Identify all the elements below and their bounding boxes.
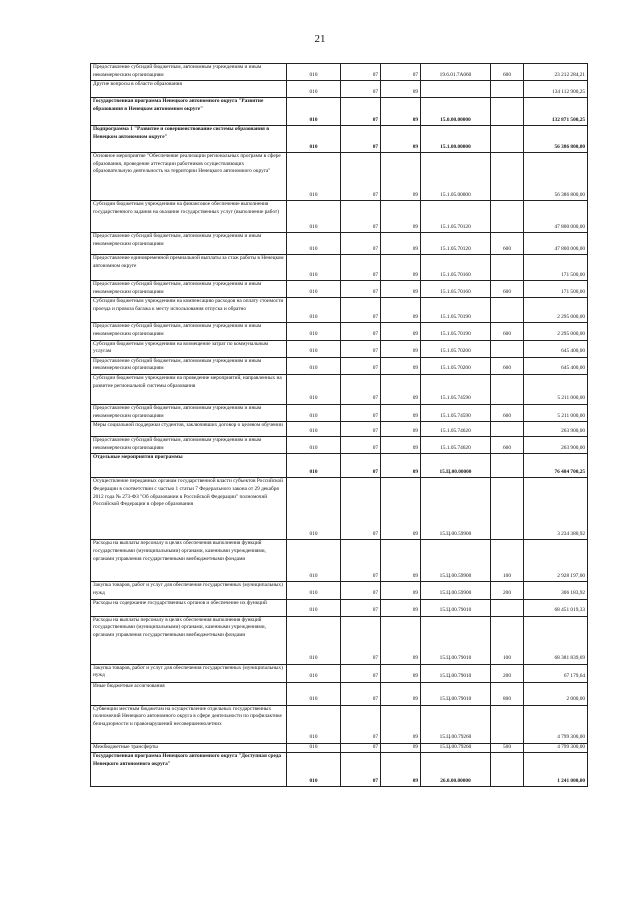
ministry-code: 010 <box>287 357 341 374</box>
subsection-code: 09 <box>381 582 421 599</box>
amount: 171 500,00 <box>524 255 588 281</box>
ministry-code: 010 <box>287 340 341 357</box>
expense-type-code <box>491 340 524 357</box>
table-row <box>91 64 588 81</box>
row-description: Закупка товаров, работ и услуг для обеспечения государственных (муниципальных) нужд <box>91 664 287 682</box>
target-article-code: 15.1.05.70120 <box>421 201 491 233</box>
expense-type-code <box>491 201 524 233</box>
section-code: 07 <box>341 616 381 664</box>
subsection-code: 09 <box>381 682 421 705</box>
subsection-code: 09 <box>381 743 421 753</box>
table-row <box>91 98 588 126</box>
table-row <box>91 153 588 201</box>
row-description: Государственная программа Ненецкого автономного округа "Развитие образования в Ненецком автономном округе" <box>91 98 287 126</box>
amount: 76 484 700,25 <box>524 454 588 478</box>
subsection-code: 09 <box>381 357 421 374</box>
target-article-code: 15.1.05.70190 <box>421 323 491 340</box>
ministry-code: 010 <box>287 664 341 682</box>
row-description: Субсидии бюджетным учреждениям на возмещение затрат по коммунальным услугам <box>91 340 287 357</box>
section-code: 07 <box>341 664 381 682</box>
expense-type-code: 200 <box>491 664 524 682</box>
section-code: 07 <box>341 682 381 705</box>
table-row <box>91 540 588 582</box>
expense-type-code <box>491 255 524 281</box>
row-description: Основное мероприятие "Обеспечение реализации региональных программ в сфере образования, проведение аттестации работников осуществляющих образовательную деятельность на территории Ненецкого автономного округа" <box>91 153 287 201</box>
table-row <box>91 281 588 298</box>
section-code: 07 <box>341 81 381 98</box>
row-description: Расходы на содержание государственных органов и обеспечение их функций <box>91 599 287 616</box>
row-description: Субсидии бюджетным учреждениям на финансовое обеспечение выполнения государственного задания на оказание государственных услуг (выполнение работ) <box>91 201 287 233</box>
target-article-code: 15.1.05.74620 <box>421 422 491 437</box>
ministry-code: 010 <box>287 616 341 664</box>
section-code: 07 <box>341 233 381 255</box>
table-row <box>91 743 588 753</box>
target-article-code: 15.Ц.00.59900 <box>421 540 491 582</box>
subsection-code: 09 <box>381 98 421 126</box>
subsection-code: 09 <box>381 126 421 153</box>
amount: 47 800 000,00 <box>524 201 588 233</box>
amount: 171 500,00 <box>524 281 588 298</box>
row-description: Предоставление единовременной премиальной выплаты за стаж работы в Ненецком автономном округе <box>91 255 287 281</box>
ministry-code: 010 <box>287 753 341 787</box>
ministry-code: 010 <box>287 281 341 298</box>
table-row <box>91 81 588 98</box>
table-row <box>91 664 588 682</box>
row-description: Иные бюджетные ассигнования <box>91 682 287 705</box>
section-code: 07 <box>341 705 381 743</box>
expense-type-code: 500 <box>491 743 524 753</box>
target-article-code: 15.1.05.70200 <box>421 357 491 374</box>
subsection-code: 09 <box>381 374 421 404</box>
expense-type-code: 800 <box>491 682 524 705</box>
table-row <box>91 454 588 478</box>
target-article-code: 15.1.05.74620 <box>421 437 491 454</box>
target-article-code: 26.0.00.00000 <box>421 753 491 787</box>
section-code: 07 <box>341 437 381 454</box>
subsection-code: 09 <box>381 599 421 616</box>
expense-type-code: 100 <box>491 616 524 664</box>
ministry-code: 010 <box>287 478 341 540</box>
table-row <box>91 374 588 404</box>
target-article-code: 15.Ц.00.59900 <box>421 582 491 599</box>
table-row <box>91 616 588 664</box>
amount: 5 211 000,00 <box>524 404 588 421</box>
amount: 1 241 000,00 <box>524 753 588 787</box>
subsection-code: 09 <box>381 153 421 201</box>
section-code: 07 <box>341 478 381 540</box>
section-code: 07 <box>341 357 381 374</box>
row-description: Предоставление субсидий бюджетным, автономным учреждениям и иным некоммерческим организациям <box>91 64 287 81</box>
table-row <box>91 705 588 743</box>
row-description: Предоставление субсидий бюджетным, автономным учреждениям и иным некоммерческим организациям <box>91 437 287 454</box>
subsection-code: 09 <box>381 454 421 478</box>
amount: 5 211 000,00 <box>524 374 588 404</box>
ministry-code: 010 <box>287 126 341 153</box>
subsection-code: 09 <box>381 478 421 540</box>
section-code: 07 <box>341 153 381 201</box>
section-code: 07 <box>341 298 381 323</box>
table-row <box>91 323 588 340</box>
ministry-code: 010 <box>287 98 341 126</box>
target-article-code <box>421 81 491 98</box>
row-description: Расходы на выплаты персоналу в целях обеспечения выполнения функций государственными (муниципальными) органами, казенными учреждениями, органами управления государственными внебюджетными фондами <box>91 540 287 582</box>
target-article-code: 15.0.00.00000 <box>421 98 491 126</box>
subsection-code: 09 <box>381 298 421 323</box>
ministry-code: 010 <box>287 255 341 281</box>
subsection-code: 09 <box>381 753 421 787</box>
section-code: 07 <box>341 281 381 298</box>
subsection-code: 09 <box>381 255 421 281</box>
table-row <box>91 340 588 357</box>
section-code: 07 <box>341 374 381 404</box>
section-code: 07 <box>341 98 381 126</box>
section-code: 07 <box>341 64 381 81</box>
amount: 68 381 839,69 <box>524 616 588 664</box>
amount: 2 295 000,00 <box>524 323 588 340</box>
expense-type-code <box>491 153 524 201</box>
expense-type-code <box>491 599 524 616</box>
row-description: Закупка товаров, работ и услуг для обеспечения государственных (муниципальных) нужд <box>91 582 287 599</box>
subsection-code: 09 <box>381 664 421 682</box>
section-code: 07 <box>341 255 381 281</box>
section-code: 07 <box>341 743 381 753</box>
row-description: Межбюджетные трансферты <box>91 743 287 753</box>
expense-type-code: 200 <box>491 582 524 599</box>
amount: 645 400,00 <box>524 357 588 374</box>
amount: 2 000,00 <box>524 682 588 705</box>
expense-type-code <box>491 422 524 437</box>
ministry-code: 010 <box>287 599 341 616</box>
target-article-code: 19.6.01.7А060 <box>421 64 491 81</box>
subsection-code: 09 <box>381 705 421 743</box>
table-row <box>91 422 588 437</box>
ministry-code: 010 <box>287 81 341 98</box>
section-code: 07 <box>341 201 381 233</box>
subsection-code: 09 <box>381 404 421 421</box>
table-row <box>91 298 588 323</box>
expense-type-code: 600 <box>491 437 524 454</box>
section-code: 07 <box>341 599 381 616</box>
row-description: Субсидии бюджетным учреждениям на компенсацию расходов на оплату стоимости проезда и провоза багажа к месту использования отпуска и обратно <box>91 298 287 323</box>
table-row <box>91 255 588 281</box>
amount: 4 799 300,00 <box>524 743 588 753</box>
ministry-code: 010 <box>287 233 341 255</box>
expense-type-code <box>491 298 524 323</box>
expense-type-code: 600 <box>491 233 524 255</box>
subsection-code: 09 <box>381 233 421 255</box>
expense-type-code: 600 <box>491 323 524 340</box>
amount: 3 234 380,92 <box>524 478 588 540</box>
table-row <box>91 753 588 787</box>
subsection-code: 09 <box>381 422 421 437</box>
section-code: 07 <box>341 404 381 421</box>
amount: 23 212 284,21 <box>524 64 588 81</box>
ministry-code: 010 <box>287 153 341 201</box>
target-article-code: 15.Ц.00.79010 <box>421 664 491 682</box>
expense-type-code: 600 <box>491 281 524 298</box>
amount: 2 295 000,00 <box>524 298 588 323</box>
row-description: Осуществление переданных органам государственной власти субъектов Российской Федерации в соответствии с частью 1 статьи 7 Федерального закона от 29 декабря 2012 года № 273-ФЗ "Об образовании в Российской Федерации" полномочий Российской Федерации в сфере образования <box>91 478 287 540</box>
expense-type-code <box>491 81 524 98</box>
expense-type-code <box>491 126 524 153</box>
amount: 2 928 197,00 <box>524 540 588 582</box>
row-description: Субсидии бюджетным учреждениям на проведение мероприятий, направленных на развитие региональной системы образования <box>91 374 287 404</box>
expense-type-code: 600 <box>491 357 524 374</box>
expense-type-code: 600 <box>491 404 524 421</box>
ministry-code: 010 <box>287 374 341 404</box>
section-code: 07 <box>341 582 381 599</box>
ministry-code: 010 <box>287 64 341 81</box>
ministry-code: 010 <box>287 298 341 323</box>
table-row <box>91 582 588 599</box>
table-row <box>91 357 588 374</box>
ministry-code: 010 <box>287 743 341 753</box>
subsection-code: 09 <box>381 201 421 233</box>
expense-type-code: 600 <box>491 64 524 81</box>
subsection-code: 09 <box>381 437 421 454</box>
row-description: Подпрограмма 1 "Развитие и совершенствование системы образования в Ненецком автономном округе" <box>91 126 287 153</box>
amount: 56 386 800,00 <box>524 153 588 201</box>
amount: 132 871 500,25 <box>524 98 588 126</box>
target-article-code: 15.1.05.70200 <box>421 340 491 357</box>
section-code: 07 <box>341 340 381 357</box>
expense-type-code <box>491 454 524 478</box>
subsection-code: 09 <box>381 616 421 664</box>
target-article-code: 15.Ц.00.79010 <box>421 599 491 616</box>
section-code: 07 <box>341 753 381 787</box>
table-row <box>91 437 588 454</box>
ministry-code: 010 <box>287 582 341 599</box>
section-code: 07 <box>341 422 381 437</box>
target-article-code: 15.1.05.00000 <box>421 153 491 201</box>
amount: 306 183,92 <box>524 582 588 599</box>
expense-type-code <box>491 705 524 743</box>
amount: 68 451 019,33 <box>524 599 588 616</box>
table-row <box>91 682 588 705</box>
table-row <box>91 233 588 255</box>
section-code: 07 <box>341 540 381 582</box>
row-description: Предоставление субсидий бюджетным, автономным учреждениям и иным некоммерческим организациям <box>91 233 287 255</box>
section-code: 07 <box>341 126 381 153</box>
target-article-code: 15.Ц.00.79010 <box>421 616 491 664</box>
ministry-code: 010 <box>287 404 341 421</box>
target-article-code: 15.1.05.70190 <box>421 298 491 323</box>
row-description: Предоставление субсидий бюджетным, автономным учреждениям и иным некоммерческим организациям <box>91 404 287 421</box>
target-article-code: 15.1.05.74590 <box>421 404 491 421</box>
ministry-code: 010 <box>287 323 341 340</box>
table-row <box>91 599 588 616</box>
amount: 263 900,00 <box>524 437 588 454</box>
row-description: Субвенции местным бюджетам на осуществление отдельных государственных полномочий Ненецкого автономного округа в сфере деятельности по профилактике безнадзорности и правонарушений несовершеннолетних <box>91 705 287 743</box>
target-article-code: 15.1.05.70160 <box>421 255 491 281</box>
target-article-code: 15.1.00.00000 <box>421 126 491 153</box>
subsection-code: 07 <box>381 64 421 81</box>
expense-type-code <box>491 374 524 404</box>
subsection-code: 09 <box>381 81 421 98</box>
table-row <box>91 404 588 421</box>
table-row <box>91 201 588 233</box>
target-article-code: 15.Ц.00.79010 <box>421 682 491 705</box>
expense-type-code <box>491 98 524 126</box>
target-article-code: 15.Ц.00.59900 <box>421 478 491 540</box>
section-code: 07 <box>341 323 381 340</box>
page-number: 21 <box>314 33 326 45</box>
expense-type-code <box>491 753 524 787</box>
amount: 47 800 000,00 <box>524 233 588 255</box>
table-row <box>91 126 588 153</box>
subsection-code: 09 <box>381 281 421 298</box>
row-description: Государственная программа Ненецкого автономного округа "Доступная среда Ненецкого автономного округа" <box>91 753 287 787</box>
ministry-code: 010 <box>287 454 341 478</box>
subsection-code: 09 <box>381 323 421 340</box>
ministry-code: 010 <box>287 540 341 582</box>
ministry-code: 010 <box>287 422 341 437</box>
ministry-code: 010 <box>287 705 341 743</box>
expense-type-code <box>491 478 524 540</box>
row-description: Предоставление субсидий бюджетным, автономным учреждениям и иным некоммерческим организациям <box>91 281 287 298</box>
row-description: Предоставление субсидий бюджетным, автономным учреждениям и иным некоммерческим организациям <box>91 357 287 374</box>
ministry-code: 010 <box>287 682 341 705</box>
target-article-code: 15.Ц.00.00000 <box>421 454 491 478</box>
section-code: 07 <box>341 454 381 478</box>
target-article-code: 15.Ц.00.79260 <box>421 743 491 753</box>
target-article-code: 15.1.05.70160 <box>421 281 491 298</box>
table-row <box>91 478 588 540</box>
row-description: Отдельные мероприятия программы <box>91 454 287 478</box>
amount: 56 386 800,00 <box>524 126 588 153</box>
subsection-code: 09 <box>381 540 421 582</box>
amount: 134 112 900,25 <box>524 81 588 98</box>
target-article-code: 15.Ц.00.79260 <box>421 705 491 743</box>
subsection-code: 09 <box>381 340 421 357</box>
budget-table <box>90 63 588 787</box>
ministry-code: 010 <box>287 437 341 454</box>
target-article-code: 15.1.05.74590 <box>421 374 491 404</box>
amount: 67 179,64 <box>524 664 588 682</box>
target-article-code: 15.1.05.70120 <box>421 233 491 255</box>
amount: 4 799 300,00 <box>524 705 588 743</box>
amount: 645 400,00 <box>524 340 588 357</box>
ministry-code: 010 <box>287 201 341 233</box>
row-description: Расходы на выплаты персоналу в целях обеспечения выполнения функций государственными (муниципальными) органами, казенными учреждениями, органами управления государственными внебюджетными фондами <box>91 616 287 664</box>
expense-type-code: 100 <box>491 540 524 582</box>
amount: 263 900,00 <box>524 422 588 437</box>
row-description: Меры социальной поддержки студентов, заключивших договор о целевом обучении <box>91 422 287 437</box>
row-description: Другие вопросы в области образования <box>91 81 287 98</box>
row-description: Предоставление субсидий бюджетным, автономным учреждениям и иным некоммерческим организациям <box>91 323 287 340</box>
